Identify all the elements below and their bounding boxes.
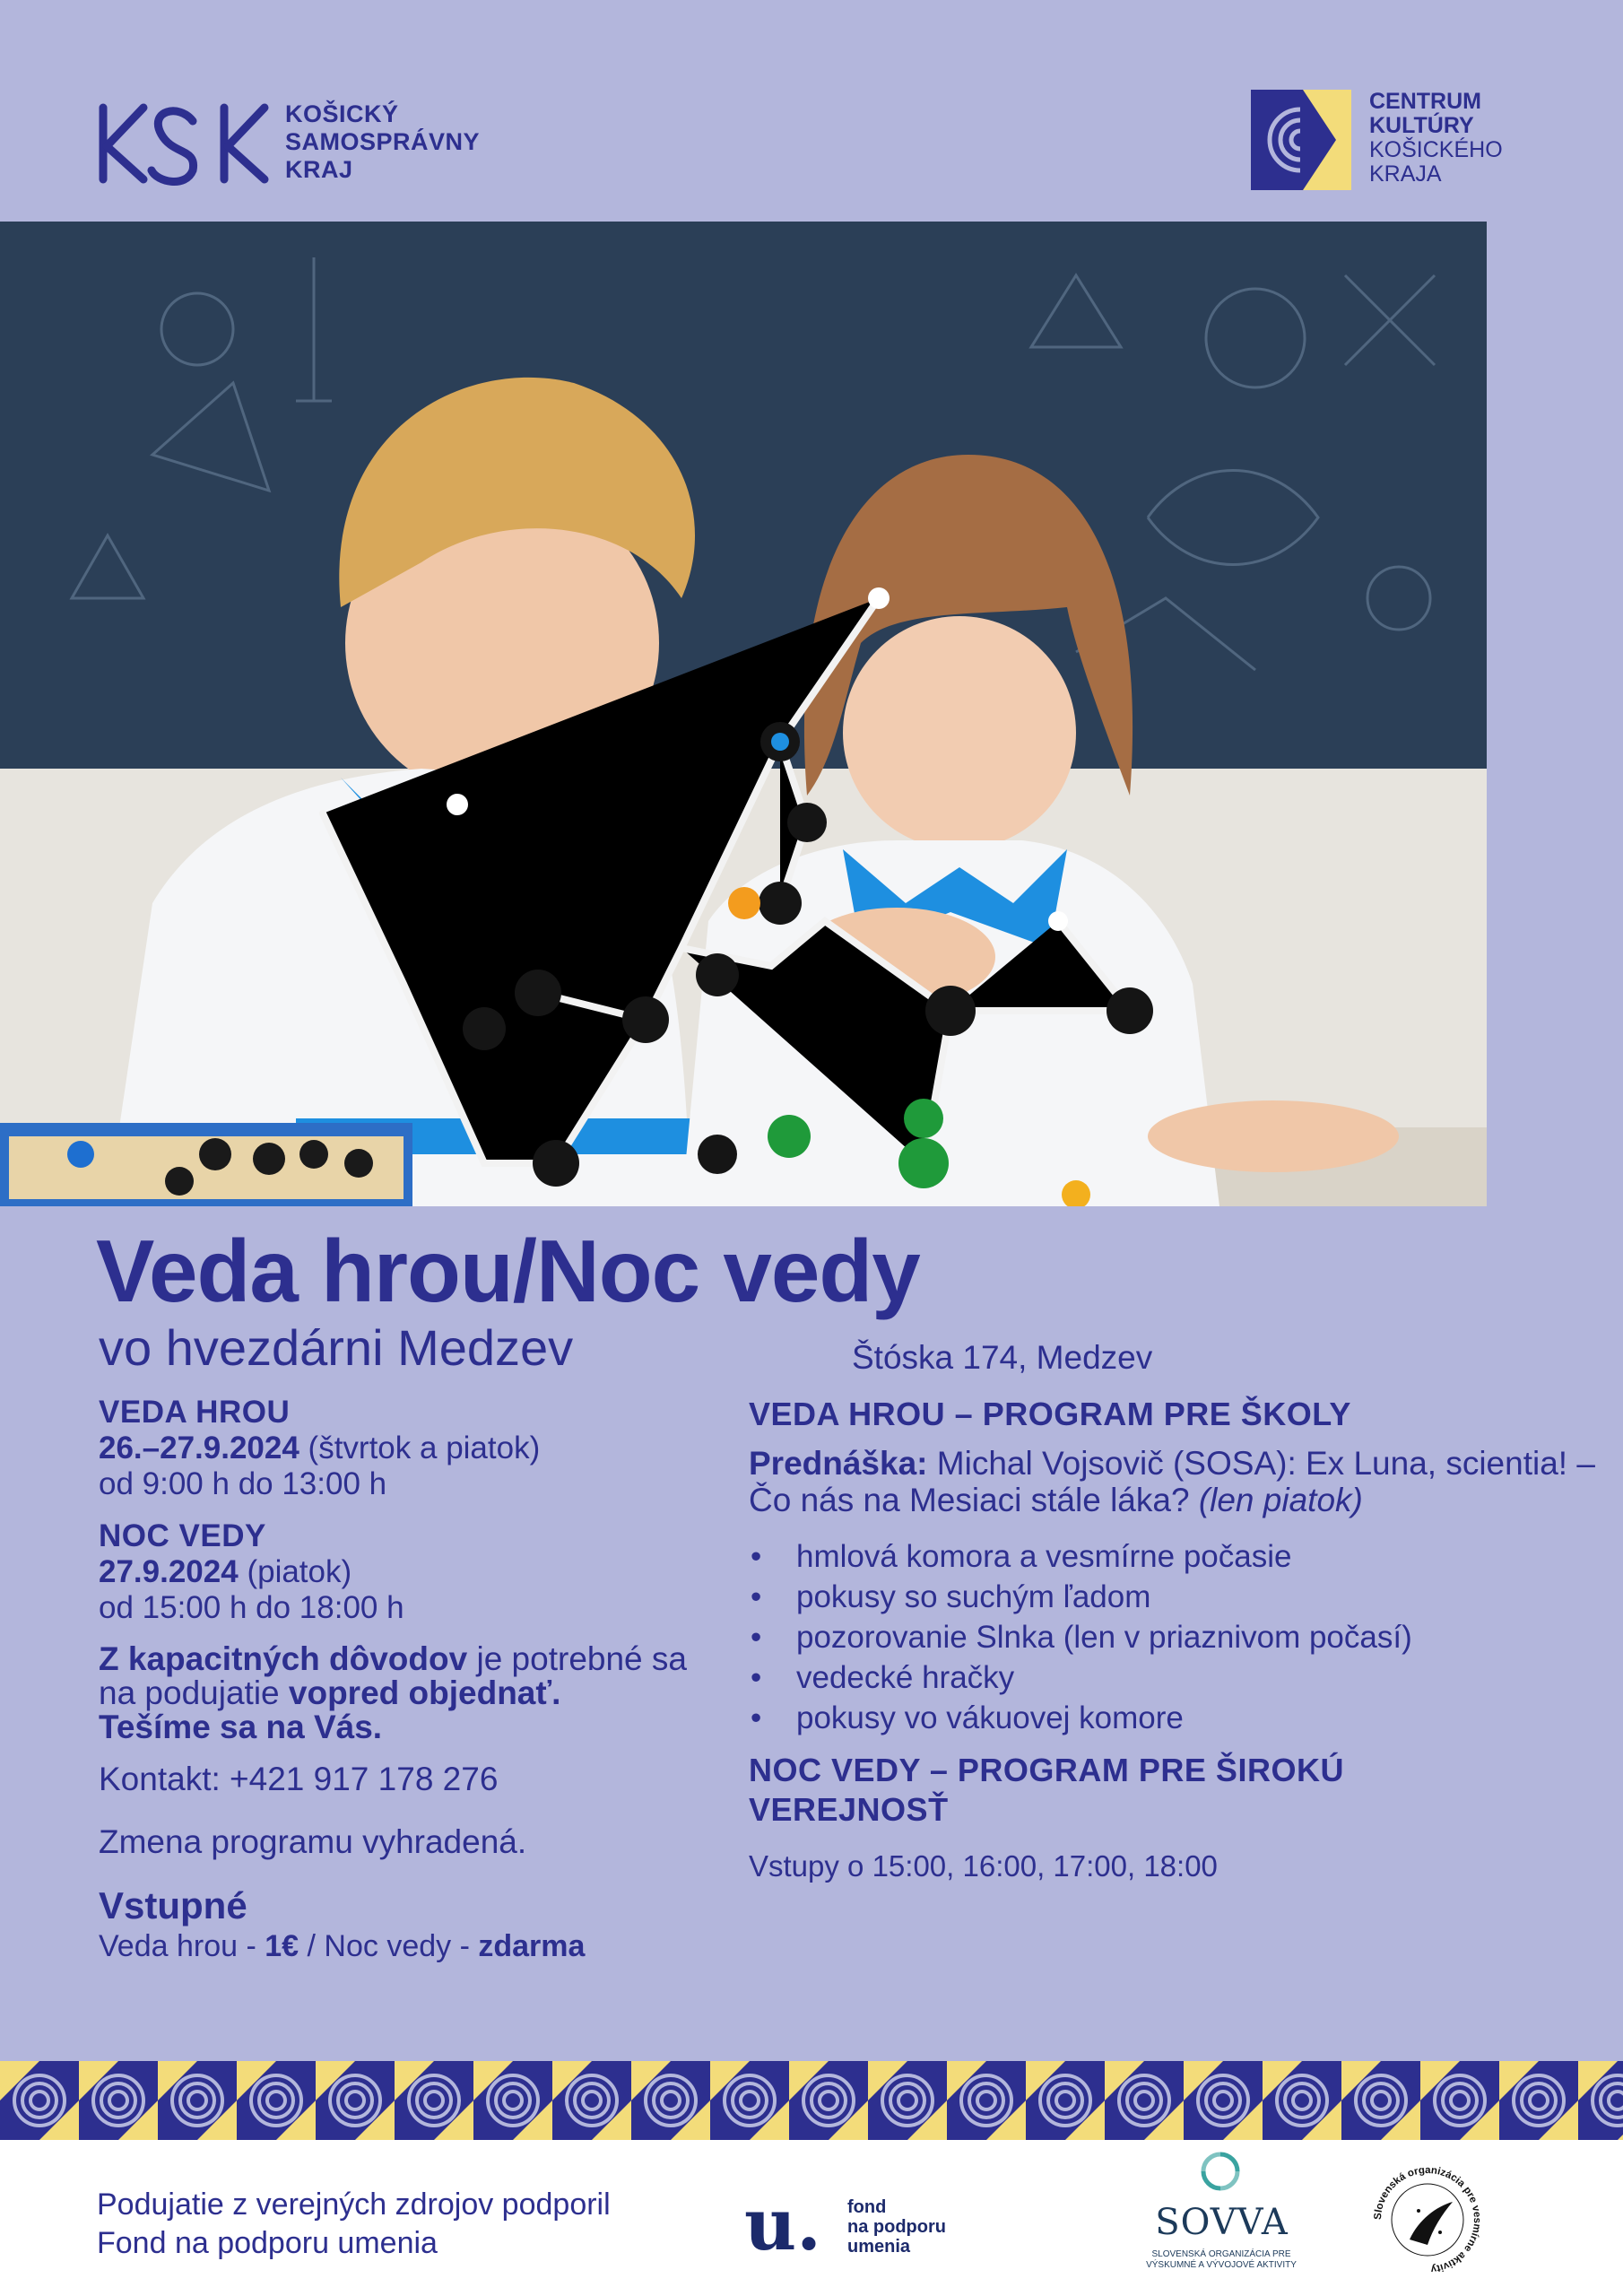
veda-hrou-block: [99, 1395, 726, 1502]
activity-list: [749, 1536, 1601, 1738]
veda-hrou-days: (štvrtok a piatok): [299, 1431, 541, 1465]
pattern-tile: [1420, 2061, 1499, 2140]
sovva-sub-line-2: VÝSKUMNÉ A VÝVOJOVÉ AKTIVITY: [1146, 2260, 1297, 2270]
decorative-pattern-strip: [0, 2061, 1623, 2140]
ck-line-4: KRAJA: [1369, 161, 1442, 187]
capacity-bold: Z kapacitných dôvodov: [99, 1640, 468, 1677]
pattern-tile: [1263, 2061, 1341, 2140]
lecture-text: Michal Vojsovič (SOSA): Ex Luna, scientia! – Čo nás na Mesiaci stále láka?: [749, 1445, 1595, 1518]
event-title: Veda hrou/Noc vedy: [96, 1222, 920, 1320]
public-program-heading: NOC VEDY – PROGRAM PRE ŠIROKÚ VEREJNOSŤ: [749, 1752, 1344, 1828]
centrum-kultury-wordmark: [1369, 90, 1503, 187]
pattern-tile: [1578, 2061, 1623, 2140]
pattern-tile: [710, 2061, 789, 2140]
pattern-tile: [0, 2061, 79, 2140]
admission-prices: [99, 1927, 726, 1965]
support-statement: [97, 2186, 611, 2263]
entry-times: Vstupy o 15:00, 16:00, 17:00, 18:00: [749, 1849, 1218, 1883]
hero-photo: [0, 222, 1487, 1206]
ck-line-3: KOŠICKÉHO: [1369, 137, 1503, 162]
admission-heading: Vstupné: [99, 1884, 247, 1926]
capacity-bold-2: vopred objednať.: [288, 1674, 561, 1711]
list-item: • hmlová komora a vesmírne počasie: [749, 1536, 1601, 1577]
noc-vedy-date: 27.9.2024: [99, 1554, 239, 1589]
fpu-logo-mark: u.: [744, 2182, 822, 2266]
support-line-2: Fond na podporu umenia: [97, 2226, 438, 2260]
fpu-line-3: umenia: [847, 2237, 911, 2257]
admission-veda-label: Veda hrou -: [99, 1929, 265, 1963]
lecture-label: Prednáška:: [749, 1445, 928, 1482]
centrum-kultury-logo: [1251, 90, 1351, 190]
sovva-subtitle: [1132, 2249, 1311, 2271]
left-column: [99, 1395, 726, 1965]
lecture-info: [749, 1445, 1601, 1518]
fpu-line-1: fond: [847, 2197, 887, 2217]
fpu-line-2: na podporu: [847, 2217, 946, 2237]
admission-noc-price: zdarma: [478, 1929, 586, 1963]
capacity-rest: je potrebné sa na podujatie: [99, 1640, 687, 1711]
admission-veda-price: 1€: [265, 1929, 299, 1963]
pattern-tile: [1499, 2061, 1578, 2140]
schools-program-heading: VEDA HROU – PROGRAM PRE ŠKOLY: [749, 1396, 1351, 1432]
ksk-logo: [94, 94, 273, 193]
veda-hrou-date-line: [99, 1431, 726, 1466]
veda-hrou-heading: VEDA HROU: [99, 1395, 291, 1430]
ck-line-2: KULTÚRY: [1369, 113, 1474, 138]
pattern-tile: [237, 2061, 316, 2140]
program-change-note: Zmena programu vyhradená.: [99, 1823, 527, 1860]
list-item: • pokusy so suchým ľadom: [749, 1577, 1601, 1617]
noc-vedy-time: od 15:00 h do 18:00 h: [99, 1590, 404, 1625]
veda-hrou-dates: 26.–27.9.2024: [99, 1431, 299, 1465]
sovva-symbol-icon: [1200, 2151, 1241, 2192]
veda-hrou-time: od 9:00 h do 13:00 h: [99, 1466, 387, 1501]
pattern-tile: [1105, 2061, 1184, 2140]
pattern-tile: [1341, 2061, 1420, 2140]
lecture-note: (len piatok): [1198, 1482, 1363, 1518]
sosa-badge-text: Slovenská organizácia pre vesmírne aktivity: [1372, 2164, 1483, 2274]
sosa-badge-logo: [1365, 2157, 1490, 2283]
pattern-tile: [789, 2061, 868, 2140]
pattern-tile: [316, 2061, 395, 2140]
looking-forward: Tešíme sa na Vás.: [99, 1709, 383, 1745]
list-item: • vedecké hračky: [749, 1657, 1601, 1698]
ksk-line-3: KRAJ: [285, 156, 353, 183]
pattern-tile: [552, 2061, 631, 2140]
contact-phone: Kontakt: +421 917 178 276: [99, 1761, 499, 1797]
ksk-wordmark: [285, 100, 480, 184]
ksk-line-2: SAMOSPRÁVNY: [285, 128, 481, 155]
sovva-wordmark: SOVVA: [1155, 2202, 1289, 2243]
pattern-tile: [1026, 2061, 1105, 2140]
pattern-tile: [473, 2061, 552, 2140]
fpu-logo-text: [847, 2197, 946, 2257]
pattern-tile: [79, 2061, 158, 2140]
pattern-tile: [868, 2061, 947, 2140]
pattern-tile: [947, 2061, 1026, 2140]
event-address: Štóska 174, Medzev: [852, 1339, 1153, 1376]
event-subtitle: vo hvezdárni Medzev: [99, 1319, 574, 1376]
pattern-tile: [395, 2061, 473, 2140]
pattern-tile: [158, 2061, 237, 2140]
sovva-sub-line-1: SLOVENSKÁ ORGANIZÁCIA PRE: [1151, 2249, 1291, 2259]
list-item: • pokusy vo vákuovej komore: [749, 1698, 1601, 1738]
noc-vedy-day: (piatok): [238, 1554, 352, 1589]
admission-separator: / Noc vedy -: [299, 1929, 479, 1963]
noc-vedy-block: [99, 1518, 726, 1626]
capacity-note: [99, 1642, 726, 1744]
support-line-1: Podujatie z verejných zdrojov podporil: [97, 2187, 611, 2222]
list-item: • pozorovanie Slnka (len v priaznivom počasí): [749, 1617, 1601, 1657]
pattern-tile: [631, 2061, 710, 2140]
ck-line-1: CENTRUM: [1369, 89, 1481, 114]
noc-vedy-heading: NOC VEDY: [99, 1518, 266, 1553]
noc-vedy-date-line: [99, 1554, 726, 1590]
right-column: [749, 1395, 1601, 1883]
ksk-line-1: KOŠICKÝ: [285, 100, 399, 127]
pattern-tile: [1184, 2061, 1263, 2140]
